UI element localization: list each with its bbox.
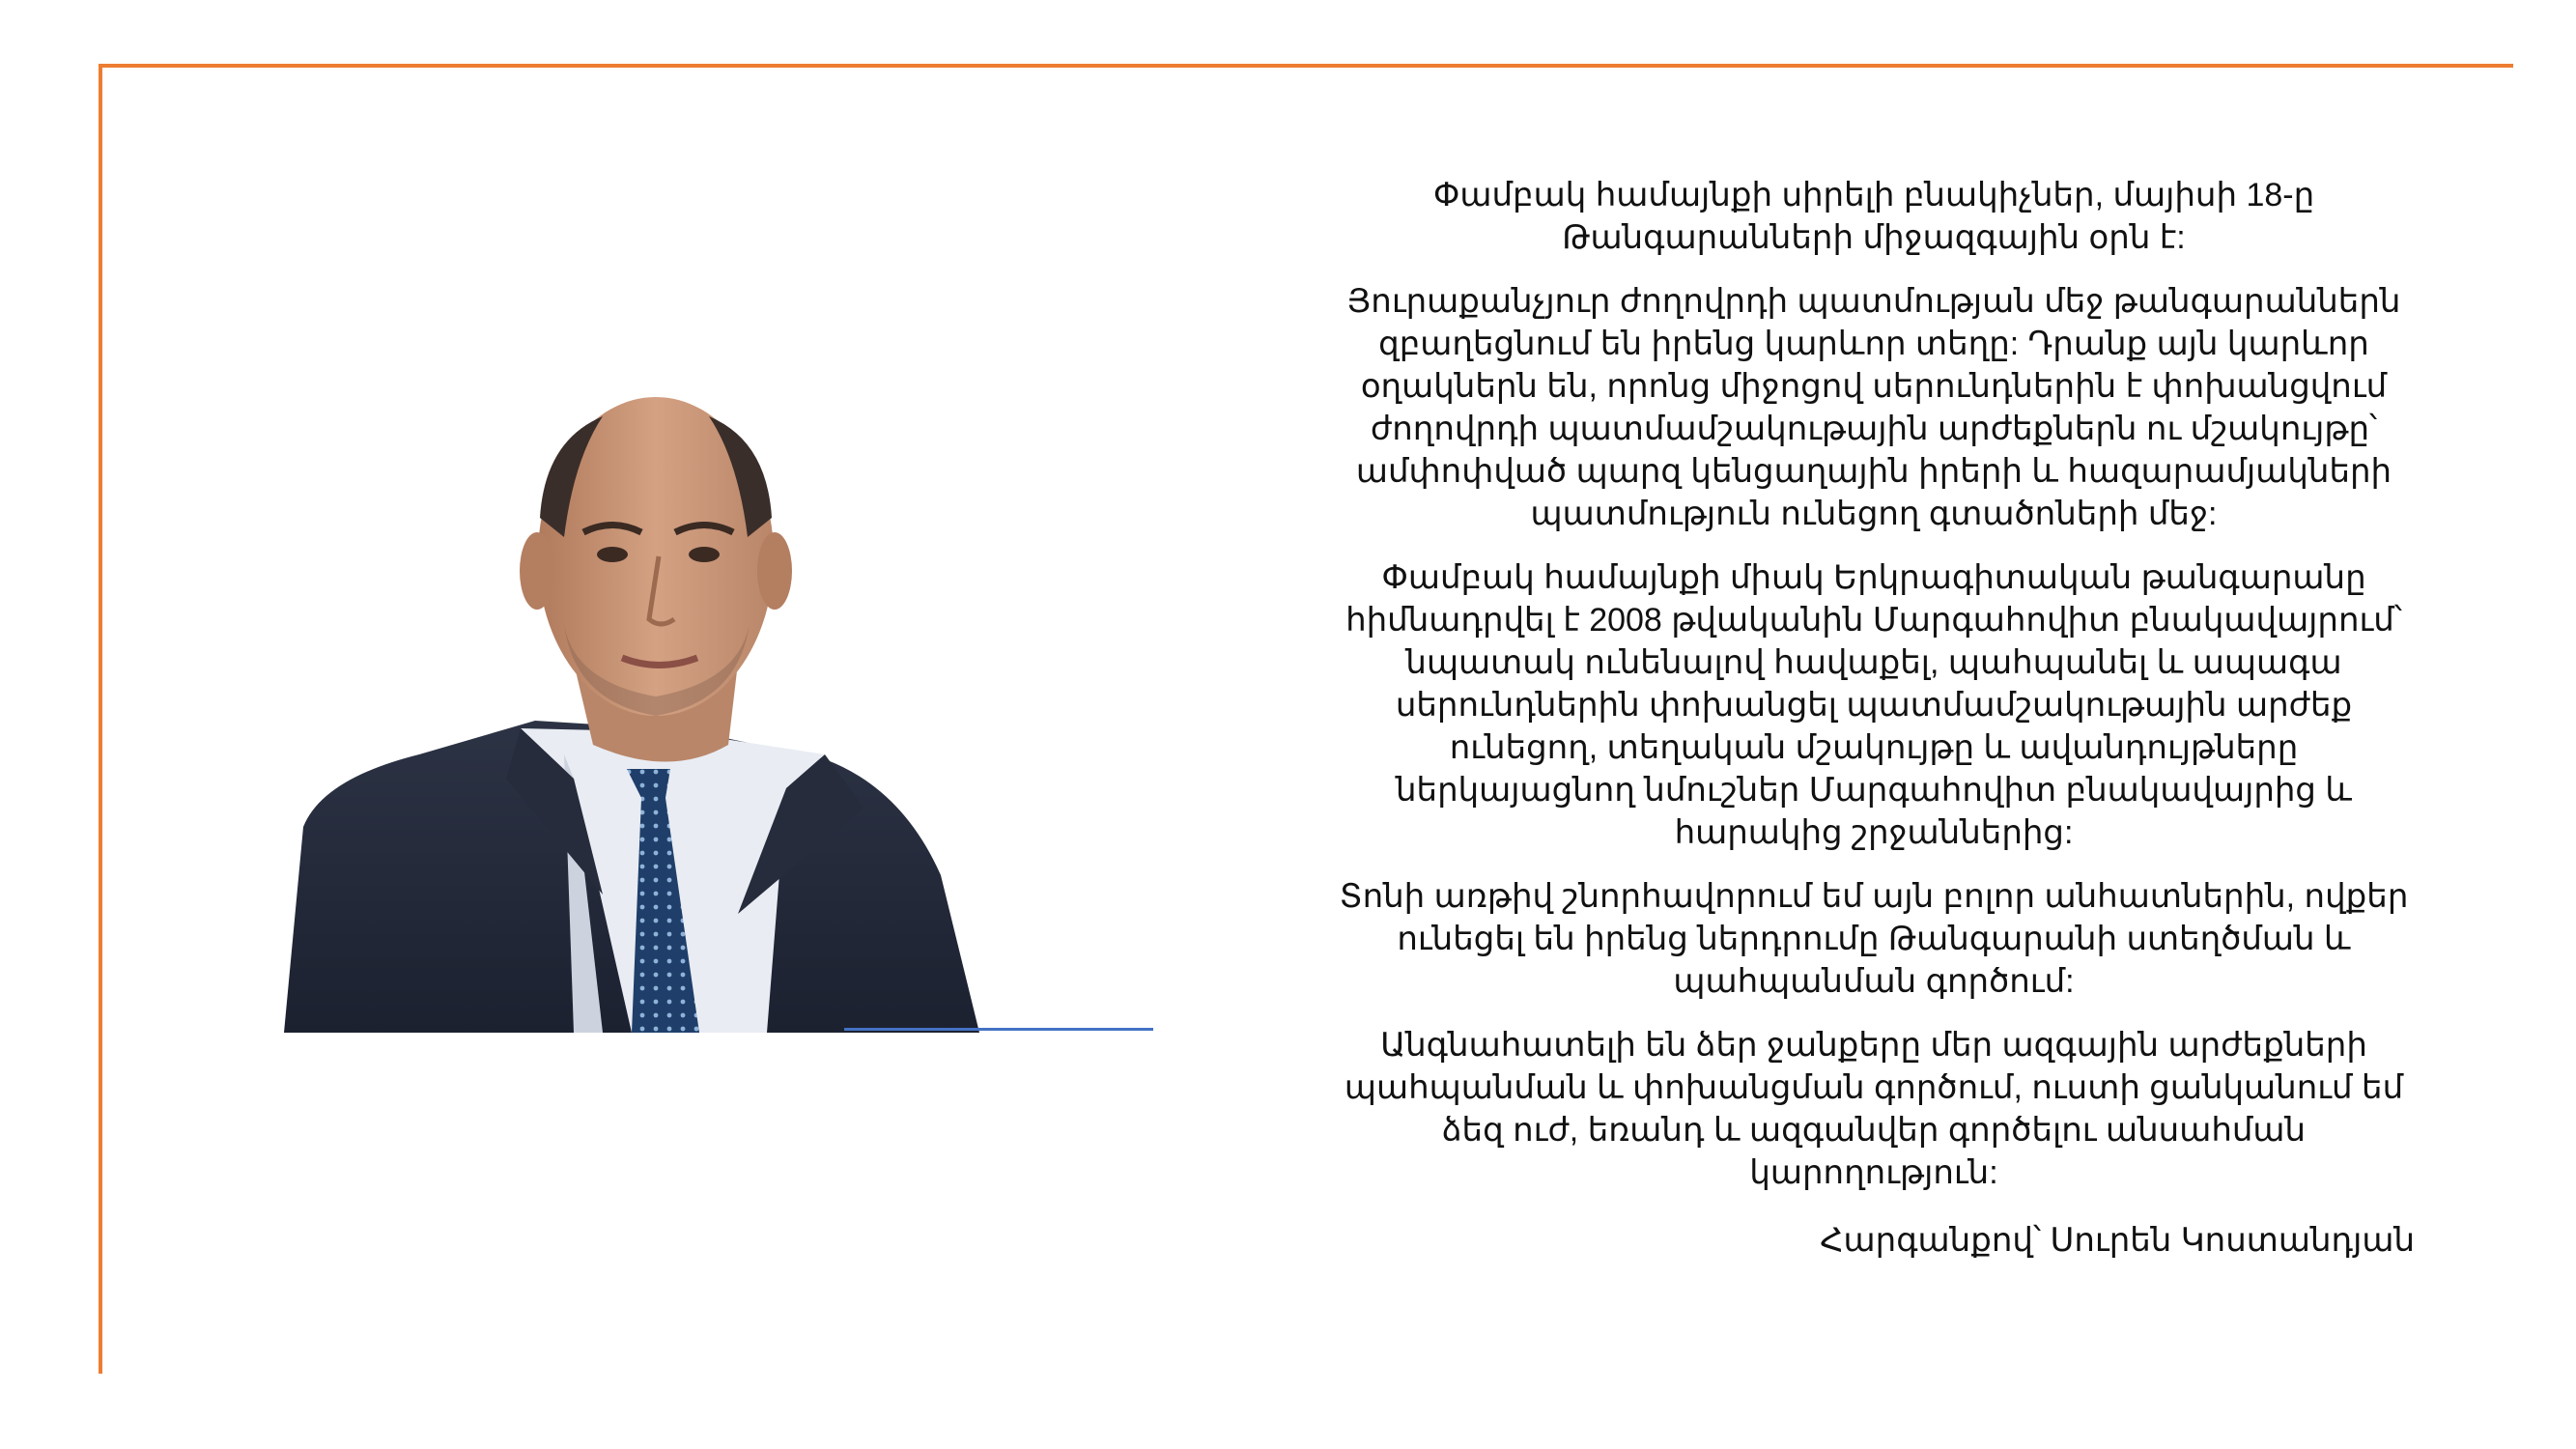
signature: Հարգանքով՝ Սուրեն Կոստանդյան xyxy=(1820,1222,2415,1259)
letter-paragraph: Փամբակ համայնքի միակ Երկրագիտական թանգարանը հիմնադրվել է 2008 թվականին Մարգահովիտ բնակավայրում՝ նպատակ ունենալով հավաքել, պահպանել և ապագա սերունդներին փոխանցել պատմամշակութային արժեք ունեցող, տեղական մշակույթը և ավանդույթները ներկայացնող նմուշներ Մարգահովիտ բնակավայրից և հարակից շրջաններից: xyxy=(1345,559,2402,851)
greeting-letter xyxy=(1333,174,2415,1215)
frame-top-border xyxy=(99,64,2513,68)
letter-paragraph: Անգնահատելի են ձեր ջանքերը մեր ազգային արժեքների պահպանման և փոխանցման գործում, ուստի ցանկանում եմ ձեզ ուժ, եռանդ և ազգանվեր գործելու անսահման կարողություն: xyxy=(1344,1027,2404,1191)
letter-paragraph: Փամբակ համայնքի սիրելի բնակիչներ, մայիսի 18-ը Թանգարանների միջազգային օրն է: xyxy=(1432,177,2315,256)
portrait-photo xyxy=(284,373,1153,1033)
letter-paragraph: Յուրաքանչյուր ժողովրդի պատմության մեջ թանգարաններն զբաղեցնում են իրենց կարևոր տեղը: Դրանք այն կարևոր օղակներն են, որոնց միջոցով սերունդներին է փոխանցվում ժողովրդի պատմամշակութային արժեքներն ու մշակույթը՝ ամփոփված պարզ կենցաղային իրերի և հազարամյակների պատմություն ունեցող գտածոների մեջ: xyxy=(1346,283,2401,532)
letter-paragraph: Տոնի առթիվ շնորհավորում եմ այն բոլոր անհատներին, ովքեր ունեցել են իրենց ներդրումը Թանգարանի ստեղծման և պահպանման գործում: xyxy=(1339,878,2409,1000)
photo-underline-rule xyxy=(844,1028,1153,1031)
frame-left-border xyxy=(99,64,102,1374)
